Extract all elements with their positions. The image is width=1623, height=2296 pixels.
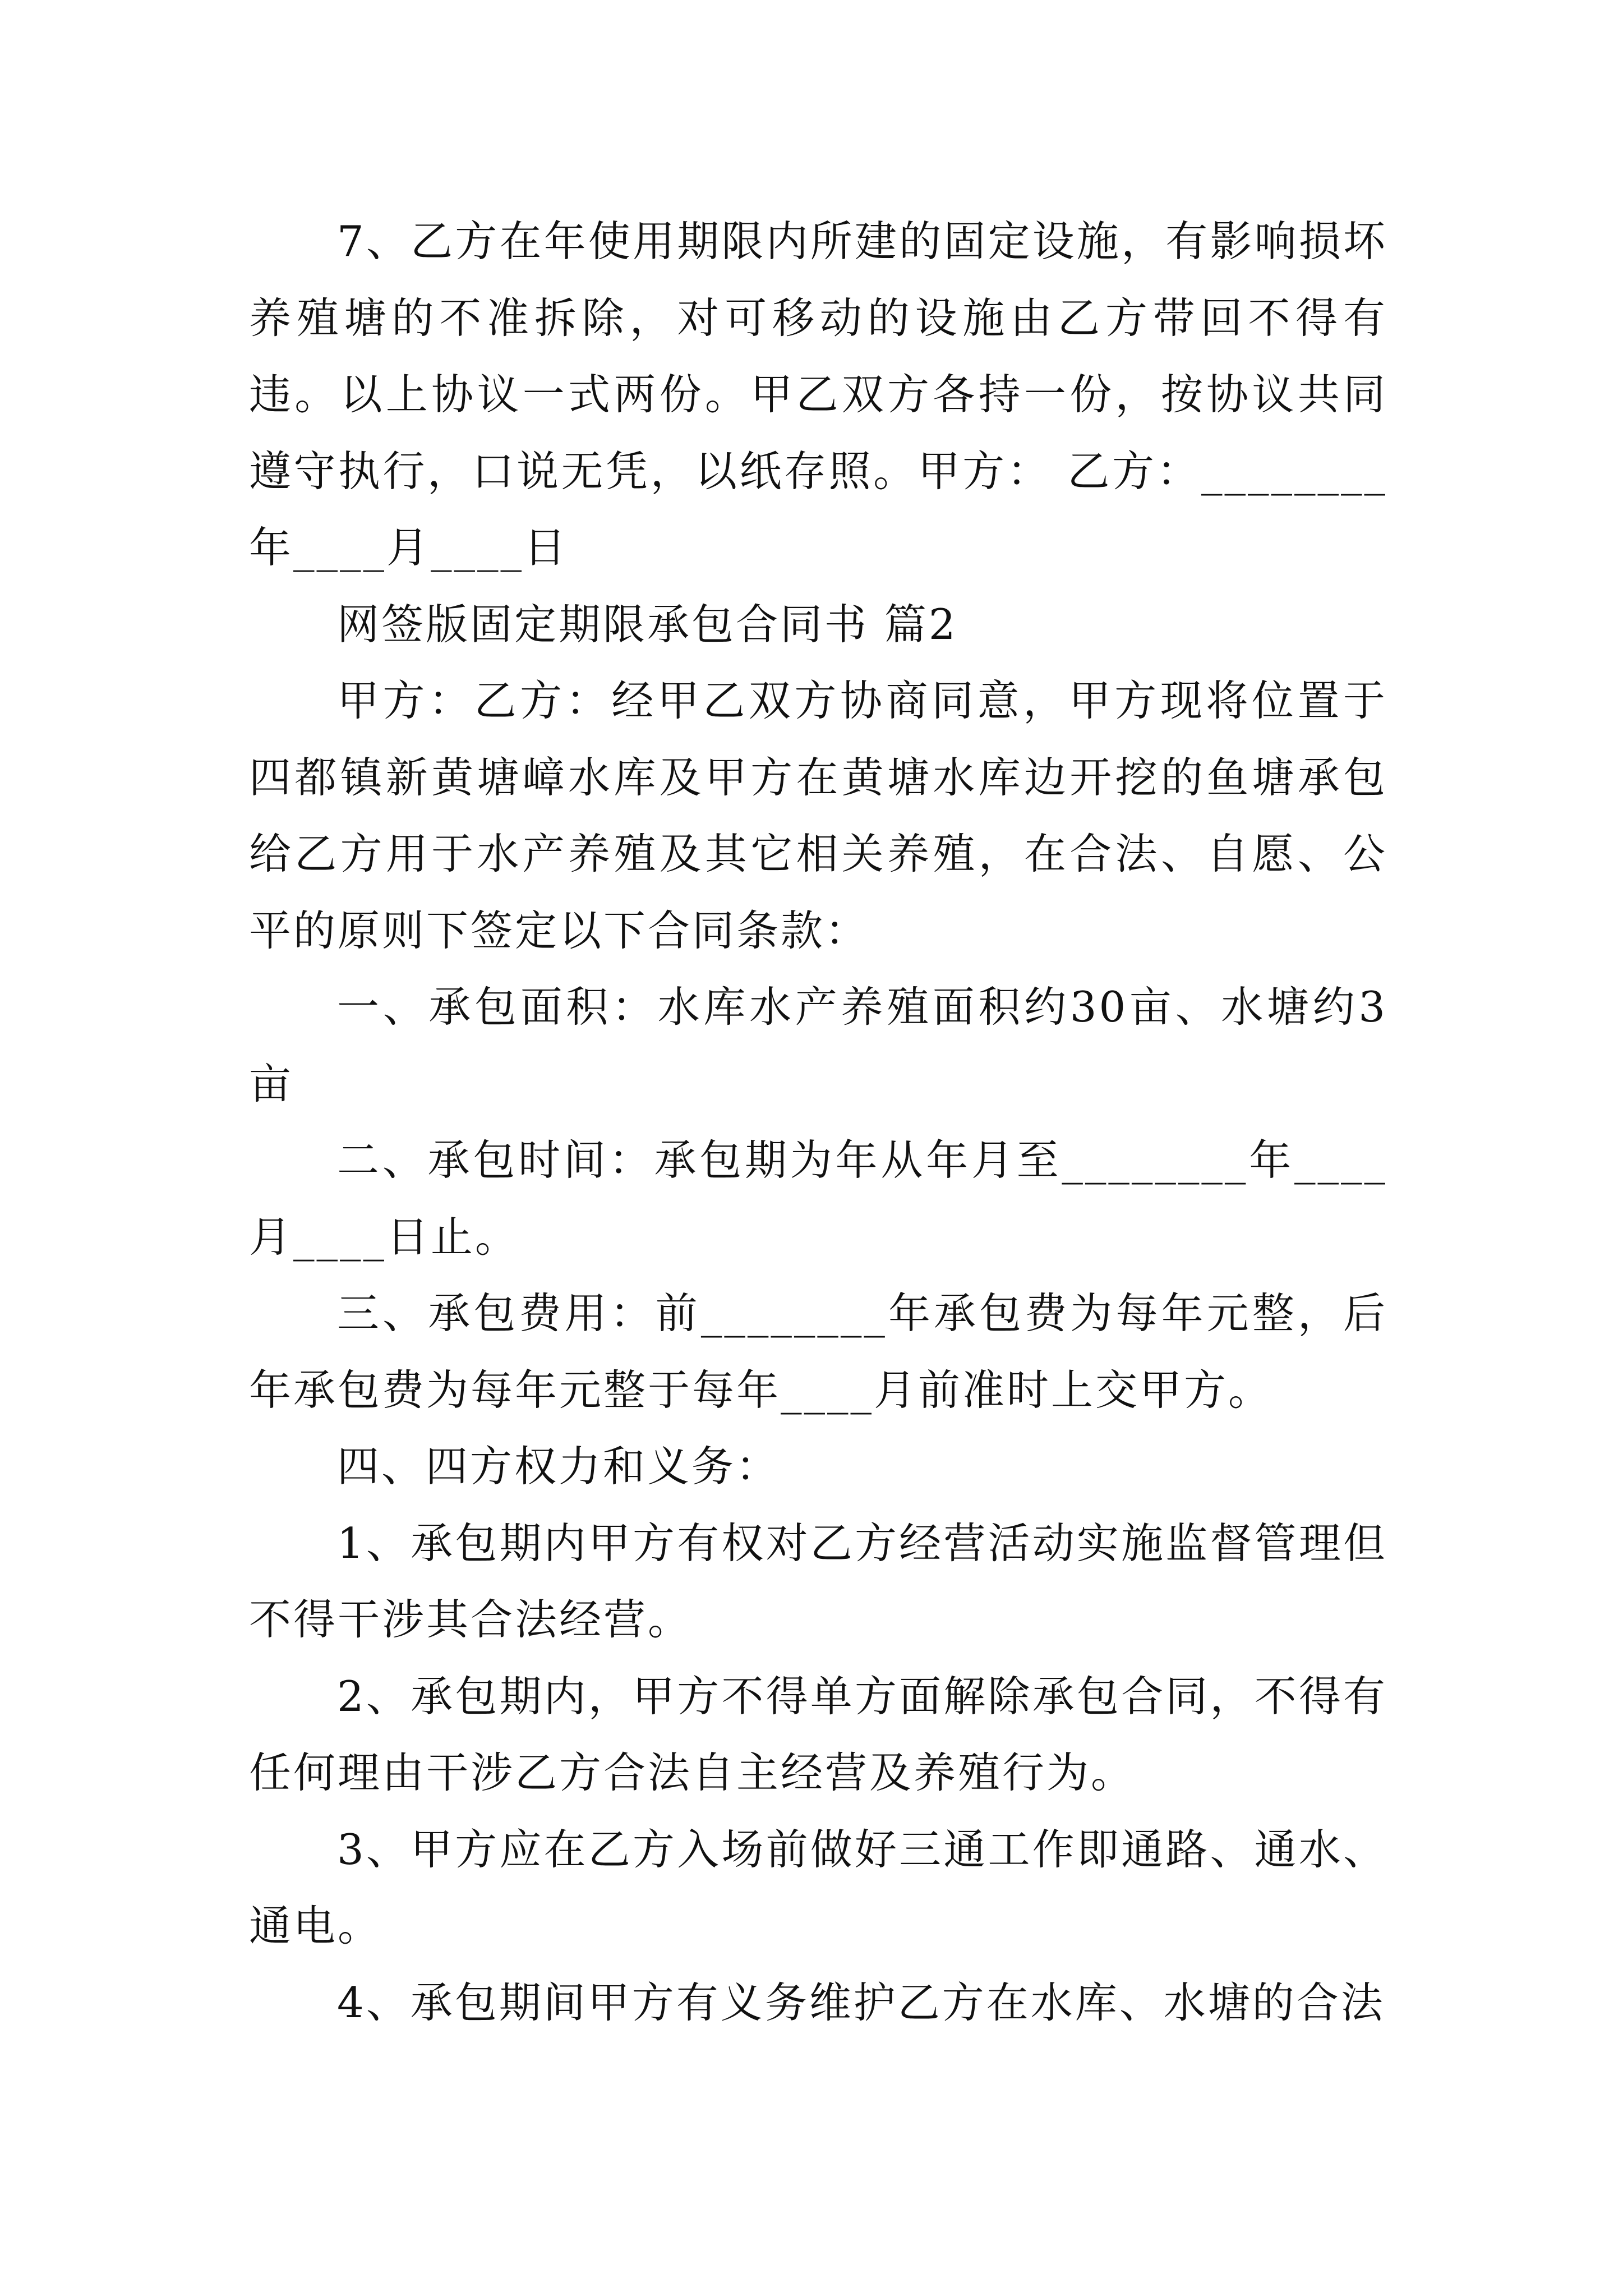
paragraph-preamble: 甲方：乙方：经甲乙双方协商同意，甲方现将位置于四都镇新黄塘嶂水库及甲方在黄塘水库边开挖的鱼塘承包给乙方用于水产养殖及其它相关养殖，在合法、自愿、公平的原则下签定以下合同条款： [249, 676, 1387, 955]
paragraph-right-3: 3、甲方应在乙方入场前做好三通工作即通路、通水、通电。 [249, 1824, 1387, 1950]
paragraph-area: 一、承包面积：水库水产养殖面积约30亩、水塘约3亩 [249, 982, 1387, 1108]
paragraph-right-2: 2、承包期内，甲方不得单方面解除承包合同，不得有任何理由干涉乙方合法自主经营及养殖行为。 [249, 1671, 1387, 1797]
paragraph-right-4: 4、承包期间甲方有义务维护乙方在水库、水塘的合法 [337, 1977, 1385, 2027]
paragraph-right-1: 1、承包期内甲方有权对乙方经营活动实施监督管理但不得干涉其合法经营。 [249, 1518, 1387, 1644]
paragraph-rights-heading: 四、四方权力和义务： [337, 1442, 781, 1491]
section-title: 网签版固定期限承包合同书 篇2 [337, 599, 958, 649]
paragraph-fee: 三、承包费用：前________年承包费为每年元整，后年承包费为每年元整于每年____月前准时上交甲方。 [249, 1289, 1387, 1415]
paragraph-clause-7: 7、乙方在年使用期限内所建的固定设施，有影响损坏养殖塘的不准拆除，对可移动的设施由乙方带回不得有违。以上协议一式两份。甲乙双方各持一份，按协议共同遵守执行，口说无凭，以纸存照。甲方： 乙方：________年____月____日 [249, 217, 1387, 572]
document-body [249, 203, 1387, 2041]
paragraph-term: 二、承包时间：承包期为年从年月至________年____月____日止。 [249, 1135, 1387, 1262]
